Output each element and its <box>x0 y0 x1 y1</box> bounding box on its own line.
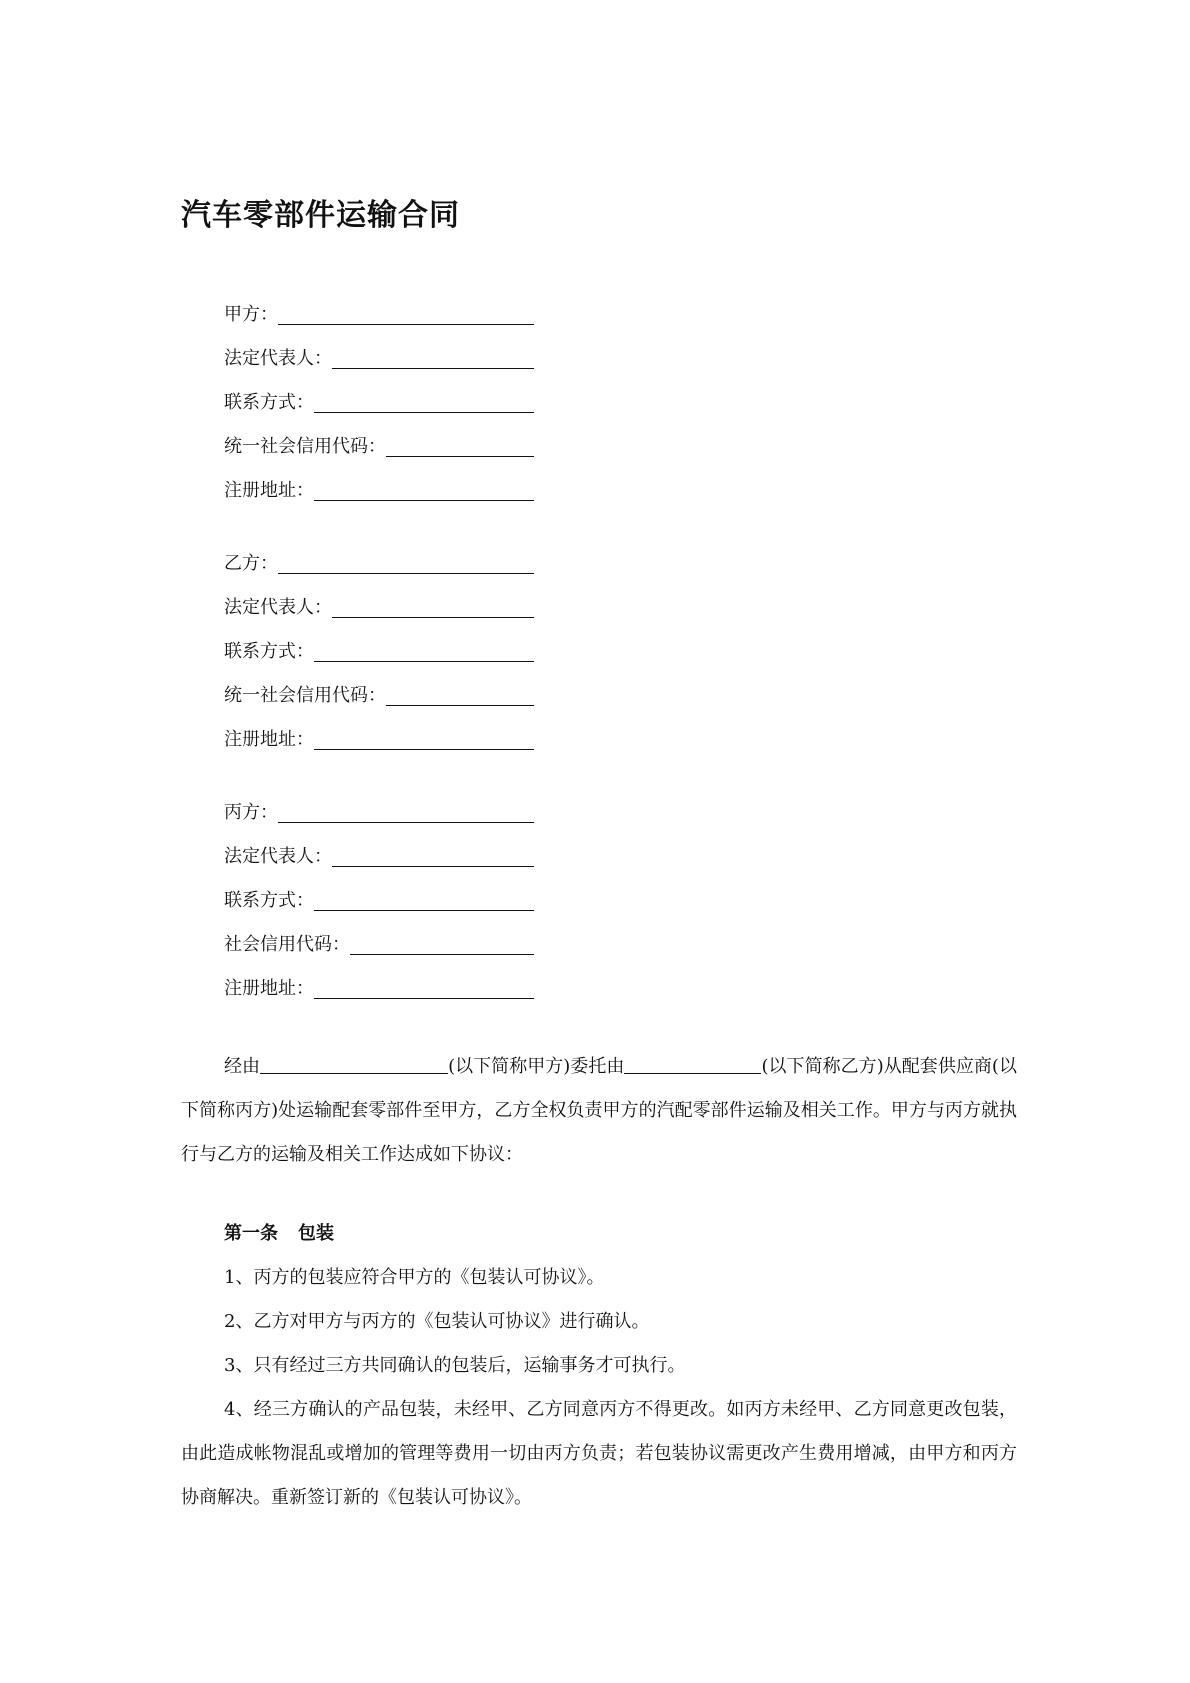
article-title: 包装 <box>298 1223 334 1244</box>
party-c-contact-field[interactable] <box>224 869 534 913</box>
field-label: 统一社会信用代码： <box>224 436 386 457</box>
party-a-name-field[interactable] <box>224 283 534 327</box>
party-c-block <box>224 781 534 1001</box>
article-number: 第一条 <box>224 1223 278 1244</box>
fill-blank[interactable] <box>332 844 534 867</box>
clause-3: 3、只有经过三方共同确认的包装后，运输事务才可执行。 <box>224 1355 686 1376</box>
field-label: 法定代表人： <box>224 597 332 618</box>
fill-blank[interactable] <box>350 932 534 955</box>
party-b-contact-field[interactable] <box>224 620 534 664</box>
fill-blank[interactable] <box>386 434 534 457</box>
field-label: 乙方： <box>224 553 278 574</box>
fill-blank[interactable] <box>314 639 534 662</box>
party-b-name-field[interactable] <box>224 532 534 576</box>
fill-blank[interactable] <box>314 390 534 413</box>
fill-blank[interactable] <box>278 800 534 823</box>
intro-text-part3: (以下简称乙方)从配套供应商(以下简称丙方)处运输配套零部件至甲方，乙方全权负责甲方的汽配零部件运输及相关工作。甲方与丙方就执行与乙方的运输及相关工作达成如下协议： <box>181 1056 1017 1165</box>
party-b-address-field[interactable] <box>224 708 534 752</box>
document-title: 汽车零部件运输合同 <box>181 198 460 233</box>
party-c-representative-field[interactable] <box>224 825 534 869</box>
field-label: 注册地址： <box>224 978 314 999</box>
party-a-credit-code-field[interactable] <box>224 415 534 459</box>
field-label: 丙方： <box>224 802 278 823</box>
field-label: 联系方式： <box>224 641 314 662</box>
fill-blank[interactable] <box>386 683 534 706</box>
party-b-inline-blank[interactable] <box>624 1053 761 1074</box>
clause-1: 1、丙方的包装应符合甲方的《包装认可协议》。 <box>224 1267 605 1288</box>
field-label: 甲方： <box>224 304 278 325</box>
party-a-representative-field[interactable] <box>224 327 534 371</box>
clause-2: 2、乙方对甲方与丙方的《包装认可协议》进行确认。 <box>224 1311 650 1332</box>
field-label: 注册地址： <box>224 729 314 750</box>
party-a-address-field[interactable] <box>224 459 534 503</box>
field-label: 联系方式： <box>224 890 314 911</box>
fill-blank[interactable] <box>278 551 534 574</box>
party-a-block <box>224 283 534 503</box>
intro-text-part2: (以下简称甲方)委托由 <box>448 1056 625 1077</box>
fill-blank[interactable] <box>332 595 534 618</box>
field-label: 联系方式： <box>224 392 314 413</box>
party-c-credit-code-field[interactable] <box>224 913 534 957</box>
party-a-inline-blank[interactable] <box>260 1053 448 1074</box>
field-label: 法定代表人： <box>224 348 332 369</box>
intro-text-part1: 经由 <box>224 1056 261 1077</box>
party-c-name-field[interactable] <box>224 781 534 825</box>
fill-blank[interactable] <box>332 346 534 369</box>
field-label: 注册地址： <box>224 480 314 501</box>
party-a-contact-field[interactable] <box>224 371 534 415</box>
fill-blank[interactable] <box>314 727 534 750</box>
fill-blank[interactable] <box>314 888 534 911</box>
fill-blank[interactable] <box>278 302 534 325</box>
fill-blank[interactable] <box>314 976 534 999</box>
party-b-credit-code-field[interactable] <box>224 664 534 708</box>
party-b-block <box>224 532 534 752</box>
article-1-heading <box>224 1212 334 1256</box>
field-label: 法定代表人： <box>224 846 332 867</box>
fill-blank[interactable] <box>314 478 534 501</box>
field-label: 社会信用代码： <box>224 934 350 955</box>
intro-paragraph <box>181 1045 1017 1177</box>
party-b-representative-field[interactable] <box>224 576 534 620</box>
field-label: 统一社会信用代码： <box>224 685 386 706</box>
party-c-address-field[interactable] <box>224 957 534 1001</box>
clause-4: 4、经三方确认的产品包装，未经甲、乙方同意丙方不得更改。如丙方未经甲、乙方同意更改包装，由此造成帐物混乱或增加的管理等费用一切由丙方负责；若包装协议需更改产生费用增减，由甲方和丙方协商解决。重新签订新的《包装认可协议》。 <box>181 1399 1017 1508</box>
